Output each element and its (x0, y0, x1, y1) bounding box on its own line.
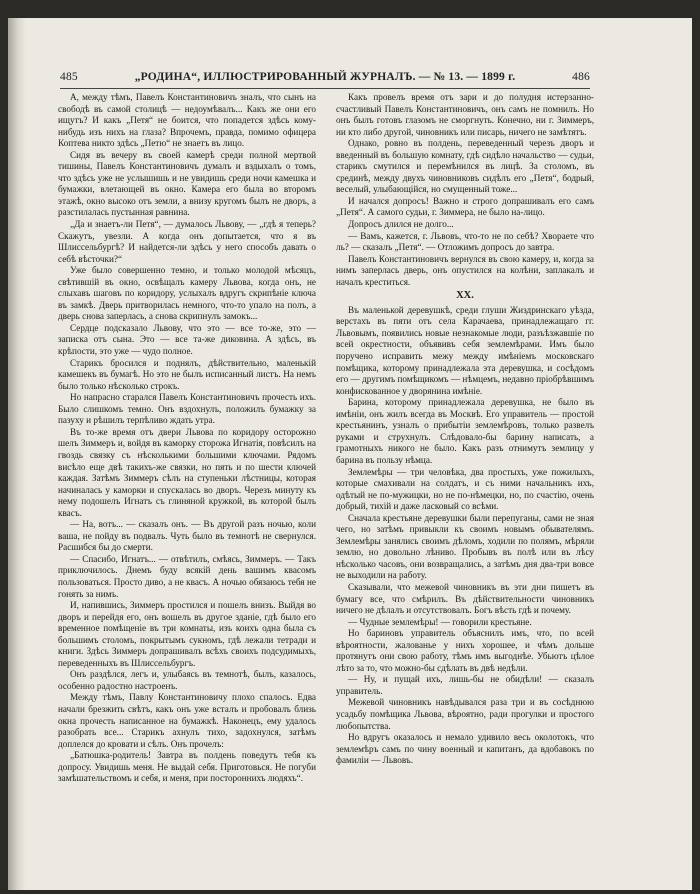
paragraph: — Ну, и пущай ихъ, лишь-бы не обидѣли! — сказалъ управитель. (336, 674, 594, 696)
paragraph: — На, вотъ... — сказалъ онъ. — Въ другой разъ ночью, коли ваша, не пойду въ подвалъ. Чуть было въ темнотѣ не свернулся. Расшибся бы до смерти. (58, 519, 316, 553)
page-number-right: 486 (572, 71, 590, 83)
paragraph: Павелъ Константиновичъ вернулся въ свою камеру, и, когда за нимъ заперлась дверь, онъ опустился на колѣни, заплакалъ и началъ креститься. (336, 253, 594, 287)
paragraph: И, напившись, Зиммеръ простился и пошелъ внизъ. Выйдя во дворъ и перейдя его, онъ вошелъ въ другое зданіе, гдѣ было его временное помѣщеніе въ три комнаты, изъ коихъ одна была съ большимъ столомъ, покрытымъ сукномъ, гдѣ лежали тетради и книги. Здѣсь Зиммеръ допрашивалъ всѣхъ своихъ подсудимыхъ, переведенныхъ въ Шлиссельбургъ. (58, 600, 316, 668)
paragraph: Между тѣмъ, Павлу Константиновичу плохо спалось. Едва начали брезжить свѣтъ, какъ онъ уже всталъ и пробовалъ близь окна прочесть написанное на бумажкѣ. Наконецъ, ему удалось разобрать все... Старикъ ахнулъ тихо, задохнулся, затѣмъ доплелся до кровати и сѣлъ. Онъ прочелъ: (58, 692, 316, 749)
paragraph: Землемѣры — три человѣка, два простыхъ, уже пожилыхъ, которые смахивали на солдатъ, и съ ними начальникъ ихъ, одѣтый не по-мужицки, но не по-нѣмецки, но, по счастію, очень добрый, тихій и даже ласковый со всѣми. (336, 466, 594, 512)
paragraph: Уже было совершенно темно, и только молодой мѣсяцъ, свѣтившій въ окно, освѣщалъ камеру Львова, когда онъ, не слыхавъ шаговъ по коридору, услыхалъ вдругъ скрипѣніе ключа въ замкѣ. Дверь притворилась немного, что-то упало на полъ, а дверь снова заперлась, а снова скрипнулъ замокъ... (58, 265, 316, 322)
paragraph: И начался допросъ! Важно и строго допрашивалъ его самъ „Петя“. А самого судьи, г. Зиммера, не было на-лицо. (336, 195, 594, 218)
paragraph: Какъ провелъ время отъ зари и до полудня истерзанно-счастливый Павелъ Константиновичъ, онъ самъ не помнилъ. Но онъ былъ готовъ глазомъ не сморгнуть. Конечно, ни г. Зиммеръ, ни кто либо другой, чиновникъ или писарь, ничего не замѣтятъ. (336, 92, 594, 137)
paragraph: Онъ раздѣлся, легъ и, улыбаясь въ темнотѣ, былъ, казалось, особенно радостно настроенъ. (58, 669, 316, 691)
paragraph: Въ то-же время отъ двери Львова по коридору осторожно шелъ Зиммеръ и, войдя въ каморку сторожа Игнатія, повѣсилъ на гвоздь связку съ нѣсколькими большими ключами. Рядомъ висѣло еще двѣ такихъ-же связки, но пять и по шести ключей каждая. Затѣмъ Зиммеръ сѣлъ на ступеньки лѣстницы, которая начиналась у каморки и спускалась во дворъ. Черезъ минуту къ нему подошелъ Игнатъ съ глиняной кружкой, въ которой былъ квасъ. (58, 426, 316, 518)
text-column-right (336, 92, 594, 852)
paragraph: Сердце подсказало Львову, что это — все то-же, это — записка отъ сына. Это — все та-же диковина. А здѣсь, въ крѣпости, это уже — чудо полное. (58, 322, 316, 357)
paragraph: Сказывали, что межевой чиновникъ въ эти дни пишетъ въ бумагу все, что смѣрилъ. Въ дѣйствительности чиновникъ ничего не дѣлалъ и отсутствовалъ. Богъ вѣсть гдѣ и почему. (336, 581, 594, 616)
paragraph: Однако, ровно въ полдень, переведенный черезъ дворъ и введенный въ большую комнату, гдѣ сидѣло начальство — судьи, старикъ смутился и перемѣнился въ лицѣ. За столомъ, въ срединѣ, между двухъ чиновниковъ сидѣлъ его „Петя“, бодрый, веселый, улыбающійся, но смущенный тоже... (336, 138, 594, 195)
paragraph: „Да и знаетъ-ли Петя“, — думалось Львову, — „гдѣ я теперь? Скажутъ, увезли. А когда онъ допытается, что я въ Шлиссельбургѣ? И найдется-ли здѣсь у него способъ давать о себѣ вѣсточки?“ (58, 219, 316, 264)
running-header (60, 71, 590, 87)
paragraph: — Чудные землемѣры! — говорили крестьяне. (348, 616, 532, 627)
chapter-heading: ХХ. (456, 290, 474, 302)
page-number-left: 485 (60, 71, 78, 83)
paragraph: — Вамъ, кажется, г. Львовъ, что-то не по себѣ? Хвораете что ль? — сказалъ „Петя“. — Отложимъ допросъ до завтра. (336, 230, 594, 253)
book-gutter (8, 18, 26, 890)
paragraph: Но бариновъ управитель объяснилъ имъ, что, по всей вѣроятности, жалованье у нихъ хорошее, и чѣмъ дольше протянутъ они свою работу, тѣмъ имъ выгоднѣе. Убьютъ цѣлое лѣто за то, что можно-бы сдѣлать въ двѣ недѣли. (336, 628, 594, 673)
paragraph: — Спасибо, Игнатъ... — отвѣтилъ, смѣясь, Зиммеръ. — Такъ приключилось. Днемъ буду всякій день вашимъ квасомъ пользоваться. Просто диво, а не квасъ. А ночью обязаюсь тебя не гонять за нимъ. (58, 553, 316, 599)
paragraph: Межевой чиновникъ навѣдывался раза три и въ сосѣднюю усадьбу помѣщика Львова, вѣроятно, ради прогулки и простого любопытства. (336, 697, 594, 731)
journal-title: „РОДИНА“, ИЛЛЮСТРИРОВАННЫЙ ЖУРНАЛЪ. — № 13. — 1899 г. (134, 71, 516, 83)
paragraph: Допросъ длился не долго... (348, 219, 454, 230)
paragraph: Въ маленькой деревушкѣ, среди глуши Жиздринскаго уѣзда, верстахъ въ пяти отъ села Карачаева, принадлежащаго гг. Львовымъ, появились новые незнакомые люди, разъѣзжавшіе по всей окрестности, объявивъ себя землемѣрами. Имъ было поручено исправить межу между имѣніемъ московскаго помѣщика, которому принадлежала эта деревушка, и сосѣдомъ его — другимъ помѣщикомъ — нѣмцемъ, недавно пріобрѣвшимъ конфискованное у дворянина имѣніе. (336, 304, 594, 396)
paragraph: Но вдругъ оказалось и немало удивило весь околотокъ, что землемѣръ самъ по чину военный и капитанъ, да вдобавокъ по фамиліи — Львовъ. (336, 732, 594, 766)
paragraph: Старикъ бросился и поднялъ, дѣйствительно, маленькій камешекъ въ бумагѣ. Но это не былъ исписанный листъ. На немъ было только нѣсколько строкъ. (58, 357, 316, 391)
paragraph: „Батюшка-родитель! Завтра въ полдень поведутъ тебя къ допросу. Увидишь меня. Не выдай себя. Приготовься. Не погуби замѣшательствомъ и себя, и меня, при постороннихъ людяхъ“. (58, 750, 316, 784)
paragraph: Но напрасно старался Павелъ Константиновичъ прочесть ихъ. Было слишкомъ темно. Онъ вздохнулъ, положилъ бумажку за пазуху и рѣшилъ терпѣливо ждать утра. (58, 392, 316, 426)
text-column-left (58, 92, 316, 852)
paragraph: Сначала крестьяне деревушки были перепуганы, сами не зная чего, но затѣмъ привыкли къ своимъ новымъ обывателямъ. Землемѣры занялись своимъ дѣломъ, ходили по полямъ, мѣряли землю, но довольно лѣниво. Пробывъ въ полѣ или въ лѣсу нѣсколько часовъ, они возвращались, а затѣмъ дня два-три вовсе не выходили на работу. (336, 512, 594, 581)
paragraph: Сидя въ вечеру въ своей камерѣ среди полной мертвой тишины, Павелъ Константиновичъ думалъ и вздыхалъ о томъ, что здѣсь уже не услышишь и не увидишь среди ночи камешка и бумажки, влетающей въ окно. Камера его была во второмъ этажѣ, окно высоко отъ земли, а внизу кругомъ былъ не дворъ, а разстилалась пустынная равнина. (58, 149, 316, 218)
paragraph: Барина, которому принадлежала деревушка, не было въ имѣніи, онъ жилъ всегда въ Москвѣ. Его управитель — простой крестьянинъ, узналъ о прибытіи землемѣровъ, только развелъ руками и струхнулъ. Слѣдовало-бы барину написать, а грамотныхъ никого не было. Какъ разъ отнимутъ землицу у барина въ пользу нѣмца. (336, 397, 594, 465)
paragraph: А, между тѣмъ, Павелъ Константиновичъ зналъ, что сынъ на свободѣ въ самой столицѣ — недоумѣвалъ... Какъ же они его ищутъ? И какъ „Петя“ не боится, что попадется здѣсь кому-нибудь изъ нихъ на глаза? Впрочемъ, правда, помимо офицера Коптева никто здѣсь „Петю“ не знаетъ въ лицо. (58, 92, 316, 149)
header-rule (60, 88, 590, 89)
